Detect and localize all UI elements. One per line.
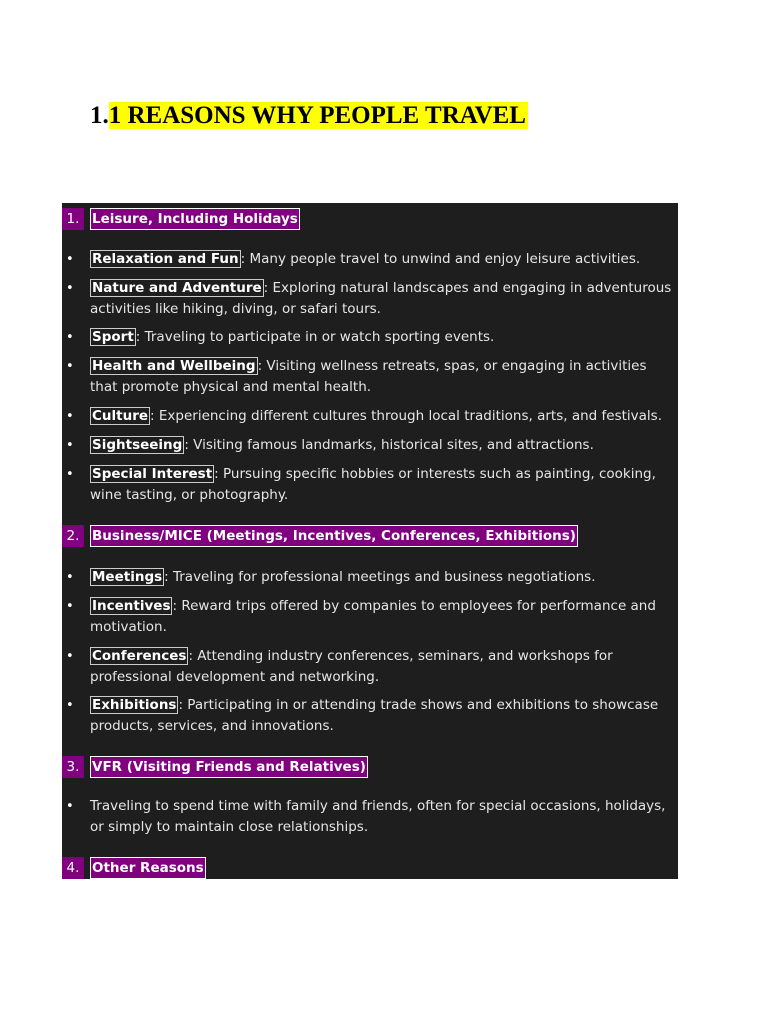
bullet-icon: • <box>66 359 74 374</box>
bullet-icon: • <box>66 281 74 296</box>
item-text: : Traveling to participate in or watch sporting events. <box>135 329 495 345</box>
section-title: Other Reasons <box>90 857 206 879</box>
bullet-icon: • <box>66 698 74 713</box>
item-text: : Attending industry conferences, seminars, and workshops for professional development and networking. <box>90 648 613 685</box>
bullet-icon: • <box>66 252 74 267</box>
item-term: Meetings <box>92 569 163 585</box>
item-term: Relaxation and Fun <box>92 251 239 267</box>
item-text: Traveling to spend time with family and friends, often for special occasions, holidays, or simply to maintain close relationships. <box>90 798 666 835</box>
bullet-icon: • <box>66 570 74 585</box>
item-text: : Traveling for professional meetings and business negotiations. <box>164 569 596 585</box>
bullet-icon: • <box>66 409 74 424</box>
item-text: : Many people travel to unwind and enjoy leisure activities. <box>240 251 641 267</box>
item-term: Conferences <box>92 648 187 664</box>
section-number: 2. <box>62 525 84 547</box>
content-panel <box>62 203 678 879</box>
bullet-icon: • <box>66 599 74 614</box>
item-term: Exhibitions <box>92 697 177 713</box>
item-text: : Experiencing different cultures through local traditions, arts, and festivals. <box>150 408 662 424</box>
item-term: Sport <box>92 329 134 345</box>
bullet-icon: • <box>66 467 74 482</box>
item-text: : Pursuing specific hobbies or interests such as painting, cooking, wine tasting, or photography. <box>90 466 656 503</box>
section-title: Leisure, Including Holidays <box>90 208 300 230</box>
item-term: Sightseeing <box>92 437 183 453</box>
item-term: Culture <box>92 408 149 424</box>
section-title: Business/MICE (Meetings, Incentives, Conferences, Exhibitions) <box>90 525 578 547</box>
item-text: : Visiting famous landmarks, historical sites, and attractions. <box>184 437 594 453</box>
bullet-icon: • <box>66 649 74 664</box>
item-text: : Visiting wellness retreats, spas, or engaging in activities that promote physical and mental health. <box>90 358 647 395</box>
item-text: : Reward trips offered by companies to employees for performance and motivation. <box>90 598 656 635</box>
section-title: VFR (Visiting Friends and Relatives) <box>90 756 368 778</box>
item-text: : Participating in or attending trade shows and exhibitions to showcase products, services, and innovations. <box>90 697 659 734</box>
item-term: Special Interest <box>92 466 213 482</box>
bullet-icon: • <box>66 438 74 453</box>
item-term: Incentives <box>92 598 171 614</box>
heading-text: 1 REASONS WHY PEOPLE TRAVEL <box>108 102 526 129</box>
item-term: Nature and Adventure <box>92 280 262 296</box>
section-number: 4. <box>62 857 84 879</box>
section-number: 3. <box>62 756 84 778</box>
item-term: Health and Wellbeing <box>92 358 256 374</box>
bullet-icon: • <box>66 799 74 814</box>
heading-prefix: 1. <box>90 102 109 129</box>
item-text: : Exploring natural landscapes and engaging in adventurous activities like hiking, diving, or safari tours. <box>90 280 672 317</box>
section-number: 1. <box>62 208 84 230</box>
bullet-icon: • <box>66 330 74 345</box>
page-heading <box>90 100 528 132</box>
